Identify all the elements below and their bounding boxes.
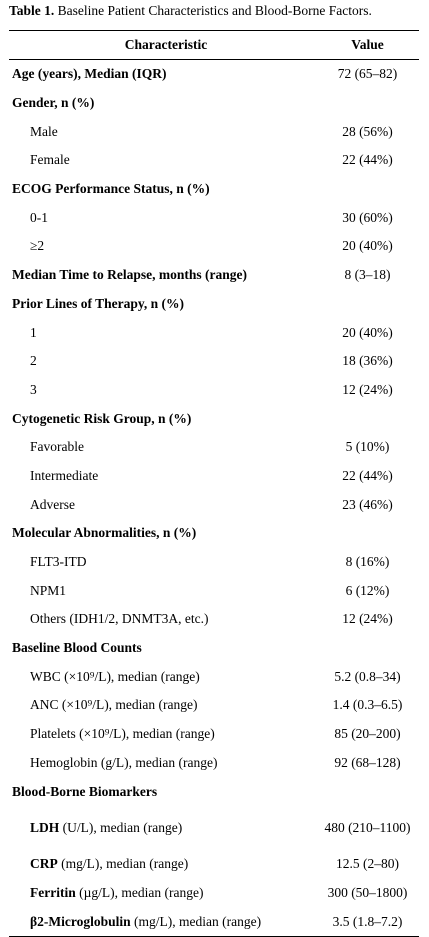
table-row — [9, 146, 419, 175]
biomarker-detail: (U/L), median (range) — [59, 819, 183, 835]
row-value: 22 (44%) — [342, 467, 393, 483]
table-row — [9, 376, 419, 405]
section-label: Blood-Borne Biomarkers — [12, 783, 158, 799]
row-label: WBC (×10⁹/L), median (range) — [30, 668, 200, 684]
section-label: Gender, n (%) — [12, 95, 95, 111]
row-value: 5 (10%) — [345, 439, 390, 455]
table-row — [9, 749, 419, 778]
row-value: 6 (12%) — [345, 582, 390, 598]
table-row — [9, 605, 419, 634]
table-row — [9, 879, 419, 908]
row-label — [9, 820, 320, 836]
row-label: ≥2 — [30, 238, 45, 254]
section-label: Baseline Blood Counts — [12, 640, 142, 656]
biomarker-name: CRP — [30, 856, 58, 872]
table-row — [9, 347, 419, 376]
biomarker-detail: (mg/L), median (range) — [130, 913, 262, 929]
row-label: Intermediate — [30, 467, 99, 483]
row-label: 2 — [30, 353, 37, 369]
row-value: 23 (46%) — [342, 496, 393, 512]
table-row — [9, 662, 419, 691]
row-label: Others (IDH1/2, DNMT3A, etc.) — [30, 611, 209, 627]
row-value: 1.4 (0.3–6.5) — [332, 697, 403, 713]
row-value: 300 (50–1800) — [327, 884, 408, 900]
section-label: Molecular Abnormalities, n (%) — [12, 525, 197, 541]
row-label: Age (years), Median (IQR) — [12, 66, 167, 82]
biomarker-name: LDH — [30, 819, 60, 835]
table-row — [9, 806, 419, 850]
table-row — [9, 60, 419, 89]
table-row — [9, 232, 419, 261]
section-row — [9, 777, 419, 806]
row-value: 480 (210–1100) — [324, 819, 411, 835]
row-value: 12.5 (2–80) — [336, 856, 399, 872]
row-label: Favorable — [30, 439, 84, 455]
table-row — [9, 261, 419, 290]
caption-label: Table 1. — [9, 3, 55, 18]
table-row — [9, 691, 419, 720]
row-value: 20 (40%) — [342, 324, 393, 340]
row-label: 0-1 — [30, 209, 48, 225]
row-label: FLT3-ITD — [30, 554, 87, 570]
row-value: 20 (40%) — [342, 238, 393, 254]
biomarker-name: Ferritin — [30, 884, 76, 900]
row-value: 28 (56%) — [342, 123, 393, 139]
row-value: 72 (65–82) — [337, 66, 398, 82]
header-characteristic: Characteristic — [124, 37, 208, 52]
table-row — [9, 720, 419, 749]
row-value: 8 (3–18) — [344, 267, 391, 283]
baseline-characteristics-table — [9, 30, 419, 937]
row-value: 5.2 (0.8–34) — [334, 668, 401, 684]
row-value: 30 (60%) — [342, 209, 393, 225]
header-value: Value — [351, 37, 384, 52]
section-label: Cytogenetic Risk Group, n (%) — [12, 410, 192, 426]
section-row — [9, 519, 419, 548]
table-row — [9, 318, 419, 347]
row-value: 85 (20–200) — [334, 726, 401, 742]
table-row — [9, 548, 419, 577]
row-label: Platelets (×10⁹/L), median (range) — [30, 726, 215, 742]
row-value: 92 (68–128) — [334, 754, 401, 770]
row-label — [9, 856, 320, 872]
row-label: Adverse — [30, 496, 75, 512]
section-label: ECOG Performance Status, n (%) — [12, 181, 210, 197]
table-row — [9, 576, 419, 605]
table-header-row — [9, 31, 419, 60]
table-row — [9, 433, 419, 462]
section-label: Prior Lines of Therapy, n (%) — [12, 295, 185, 311]
table-row — [9, 490, 419, 519]
section-row — [9, 404, 419, 433]
table-row — [9, 117, 419, 146]
row-label: 3 — [30, 381, 37, 397]
table-row — [9, 203, 419, 232]
row-value: 12 (24%) — [342, 611, 393, 627]
row-label: ANC (×10⁹/L), median (range) — [30, 697, 198, 713]
row-label: Female — [30, 152, 70, 168]
row-label — [9, 885, 320, 901]
row-value: 12 (24%) — [342, 381, 393, 397]
row-value: 18 (36%) — [342, 353, 393, 369]
row-value: 8 (16%) — [345, 554, 390, 570]
section-row — [9, 175, 419, 204]
table-caption — [9, 3, 372, 19]
section-row — [9, 634, 419, 663]
row-label — [9, 914, 320, 930]
row-value: 3.5 (1.8–7.2) — [332, 913, 403, 929]
section-row — [9, 89, 419, 118]
caption-text: Baseline Patient Characteristics and Blood-Borne Factors. — [54, 3, 372, 18]
biomarker-detail: (mg/L), median (range) — [57, 856, 189, 872]
section-row — [9, 290, 419, 319]
row-value: 22 (44%) — [342, 152, 393, 168]
table-row — [9, 907, 419, 936]
table-row — [9, 850, 419, 879]
row-label: Median Time to Relapse, months (range) — [12, 267, 247, 283]
row-label: NPM1 — [30, 582, 67, 598]
row-label: Male — [30, 123, 58, 139]
biomarker-name: β2-Microglobulin — [30, 913, 131, 929]
biomarker-detail: (µg/L), median (range) — [75, 884, 204, 900]
row-label: 1 — [30, 324, 37, 340]
table-row — [9, 462, 419, 491]
row-label: Hemoglobin (g/L), median (range) — [30, 754, 218, 770]
